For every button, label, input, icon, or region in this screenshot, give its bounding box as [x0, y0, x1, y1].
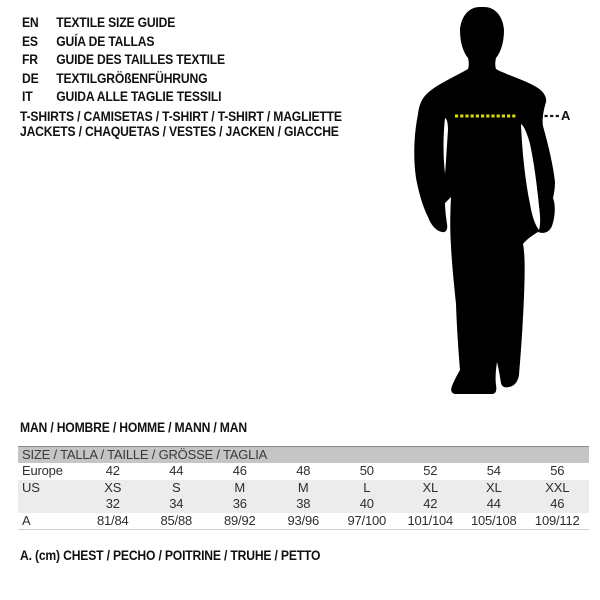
man-silhouette-figure — [400, 4, 600, 404]
language-row-fr — [22, 51, 225, 70]
table-row-numeric — [18, 496, 589, 513]
table-cell: M — [234, 479, 246, 495]
table-cell: 40 — [359, 496, 374, 511]
measurement-footnote: A. (cm) CHEST / PECHO / POITRINE / TRUHE / PETTO — [20, 548, 321, 563]
table-cell: XXL — [545, 479, 570, 495]
table-cell: 34 — [169, 496, 184, 511]
language-label: GUIDA ALLE TAGLIE TESSILI — [56, 89, 222, 104]
table-row-europe — [18, 463, 589, 480]
table-cell: 44 — [486, 496, 501, 511]
table-row-chest-a — [18, 513, 589, 530]
section-title-man: MAN / HOMBRE / HOMME / MANN / MAN — [20, 420, 247, 435]
table-cell: M — [297, 479, 309, 495]
table-cell: XL — [485, 479, 502, 495]
language-label: TEXTILE SIZE GUIDE — [56, 15, 176, 30]
table-cell: 97/100 — [347, 512, 387, 528]
table-cell: 105/108 — [470, 512, 517, 528]
row-label: US — [22, 479, 40, 495]
measure-point-a-label: A — [561, 108, 571, 123]
size-table — [18, 446, 589, 530]
table-cell: 56 — [550, 463, 565, 478]
table-cell: 85/88 — [160, 512, 193, 528]
language-code: DE — [22, 70, 39, 86]
language-code: ES — [22, 33, 38, 49]
table-cell: 32 — [105, 496, 120, 511]
man-silhouette-svg — [400, 4, 600, 404]
table-cell: 101/104 — [407, 512, 454, 528]
table-cell: 48 — [296, 463, 311, 478]
language-code: EN — [22, 15, 39, 30]
language-label: GUIDE DES TAILLES TEXTILE — [56, 52, 225, 67]
table-cell: 46 — [232, 463, 247, 478]
row-label — [18, 496, 81, 513]
size-table-header: SIZE / TALLA / TAILLE / GRÖSSE / TAGLIA — [18, 447, 589, 463]
man-silhouette — [414, 7, 555, 394]
row-label: Europe — [22, 463, 63, 478]
garment-categories — [20, 109, 342, 139]
table-cell: 42 — [423, 496, 438, 511]
table-cell: 81/84 — [96, 512, 129, 528]
language-label: GUÍA DE TALLAS — [56, 33, 155, 49]
table-cell: 36 — [232, 496, 247, 511]
language-label: TEXTILGRÖßENFÜHRUNG — [56, 70, 208, 86]
table-cell: L — [363, 479, 371, 495]
language-row-it — [22, 88, 225, 107]
table-cell: XS — [104, 479, 122, 495]
table-cell: 89/92 — [223, 512, 256, 528]
language-guide-list — [22, 14, 225, 107]
category-tshirts: T-SHIRTS / CAMISETAS / T-SHIRT / T-SHIRT / MAGLIETTE — [20, 109, 342, 124]
table-cell: XL — [422, 479, 438, 495]
table-cell: 52 — [423, 463, 438, 478]
table-cell: 44 — [169, 463, 184, 478]
language-code: FR — [22, 52, 38, 67]
table-cell: 54 — [486, 463, 501, 478]
language-row-en — [22, 14, 225, 33]
row-label: A — [22, 512, 31, 528]
table-cell: 38 — [296, 496, 311, 511]
table-cell: 46 — [550, 496, 565, 511]
language-code: IT — [22, 89, 33, 104]
table-cell: 109/112 — [534, 512, 580, 528]
table-cell: 93/96 — [287, 512, 320, 528]
table-row-us — [18, 480, 589, 497]
language-row-es — [22, 33, 225, 52]
language-row-de — [22, 70, 225, 89]
table-cell: 42 — [105, 463, 120, 478]
table-cell: S — [172, 479, 181, 495]
table-cell: 50 — [359, 463, 374, 478]
category-jackets: JACKETS / CHAQUETAS / VESTES / JACKEN / GIACCHE — [20, 124, 339, 140]
